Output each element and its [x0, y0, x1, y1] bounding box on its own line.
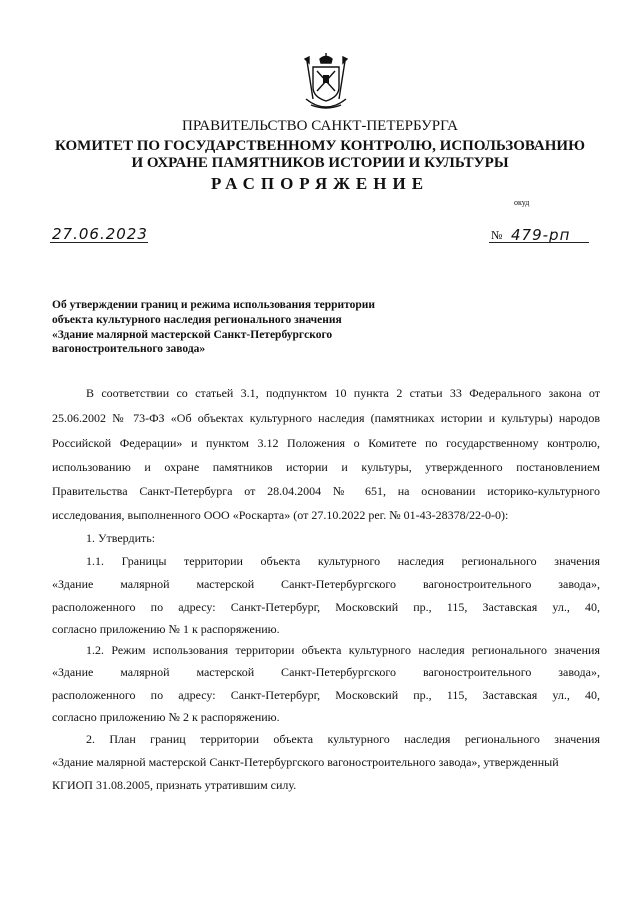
body-line: 1. Утвердить: [86, 531, 156, 545]
subject-line: Об утверждении границ и режима использования территории [52, 299, 376, 311]
body-line: 1.2. Режим использования территории объекта культурного наследия регионального значения [86, 643, 600, 657]
date-underline [50, 242, 148, 243]
body-line: «Здание малярной мастерской Санкт-Петербургского вагоностроительного завода», [52, 665, 600, 679]
okud-label: окуд [514, 198, 530, 207]
document-date: 27.06.2023 [52, 225, 148, 243]
body-line: расположенного по адресу: Санкт-Петербург, Московский пр., 115, Заставская ул., 40, [52, 600, 600, 614]
document-type-title: РАСПОРЯЖЕНИЕ [210, 174, 430, 193]
number-underline [489, 242, 589, 243]
document-subject [52, 298, 442, 357]
body-line: согласно приложению № 2 к распоряжению. [52, 710, 280, 724]
body-line: «Здание малярной мастерской Санкт-Петербургского вагоностроительного завода», утвержденный [52, 755, 559, 769]
number-sign: № [491, 228, 503, 242]
body-line: согласно приложению № 1 к распоряжению. [52, 622, 280, 636]
body-line: Правительства Санкт-Петербурга от 28.04.2004 № 651, на основании историко-культурного [52, 484, 600, 498]
subject-line: объекта культурного наследия регионального значения [52, 313, 342, 326]
subject-line: «Здание малярной мастерской Санкт-Петербургского [52, 328, 333, 341]
coat-of-arms-emblem [303, 53, 349, 115]
body-line: «Здание малярной мастерской Санкт-Петербургского вагоностроительного завода», [52, 577, 600, 591]
body-line: КГИОП 31.08.2005, признать утратившим силу. [52, 778, 297, 792]
body-line: 2. План границ территории объекта культурного наследия регионального значения [86, 732, 600, 746]
body-line: использованию и охране памятников истории и культуры, утвержденного постановлением [52, 460, 600, 474]
subject-line: вагоностроительного завода» [52, 343, 206, 356]
body-line: 1.1. Границы территории объекта культурного наследия регионального значения [86, 554, 600, 568]
body-line: расположенного по адресу: Санкт-Петербург, Московский пр., 115, Заставская ул., 40, [52, 688, 600, 702]
body-line: Российской Федерации» и пунктом 3.12 Положения о Комитете по государственному контролю, [52, 436, 600, 450]
body-line: исследования, выполненного ООО «Роскарта» (от 27.10.2022 рег. № 01-43-28378/22-0-0): [52, 508, 509, 522]
government-name: ПРАВИТЕЛЬСТВО САНКТ-ПЕТЕРБУРГА [182, 118, 458, 134]
committee-name-line-1: КОМИТЕТ ПО ГОСУДАРСТВЕННОМУ КОНТРОЛЮ, ИСПОЛЬЗОВАНИЮ [55, 138, 585, 154]
body-line: В соответствии со статьей 3.1, подпунктом 10 пункта 2 статьи 33 Федерального закона от [86, 386, 600, 400]
committee-name-line-2: И ОХРАНЕ ПАМЯТНИКОВ ИСТОРИИ И КУЛЬТУРЫ [131, 155, 509, 171]
document-number: 479-рп [511, 226, 571, 244]
body-line: 25.06.2002 № 73-ФЗ «Об объектах культурного наследия (памятниках истории и культуры) народов [52, 411, 600, 425]
